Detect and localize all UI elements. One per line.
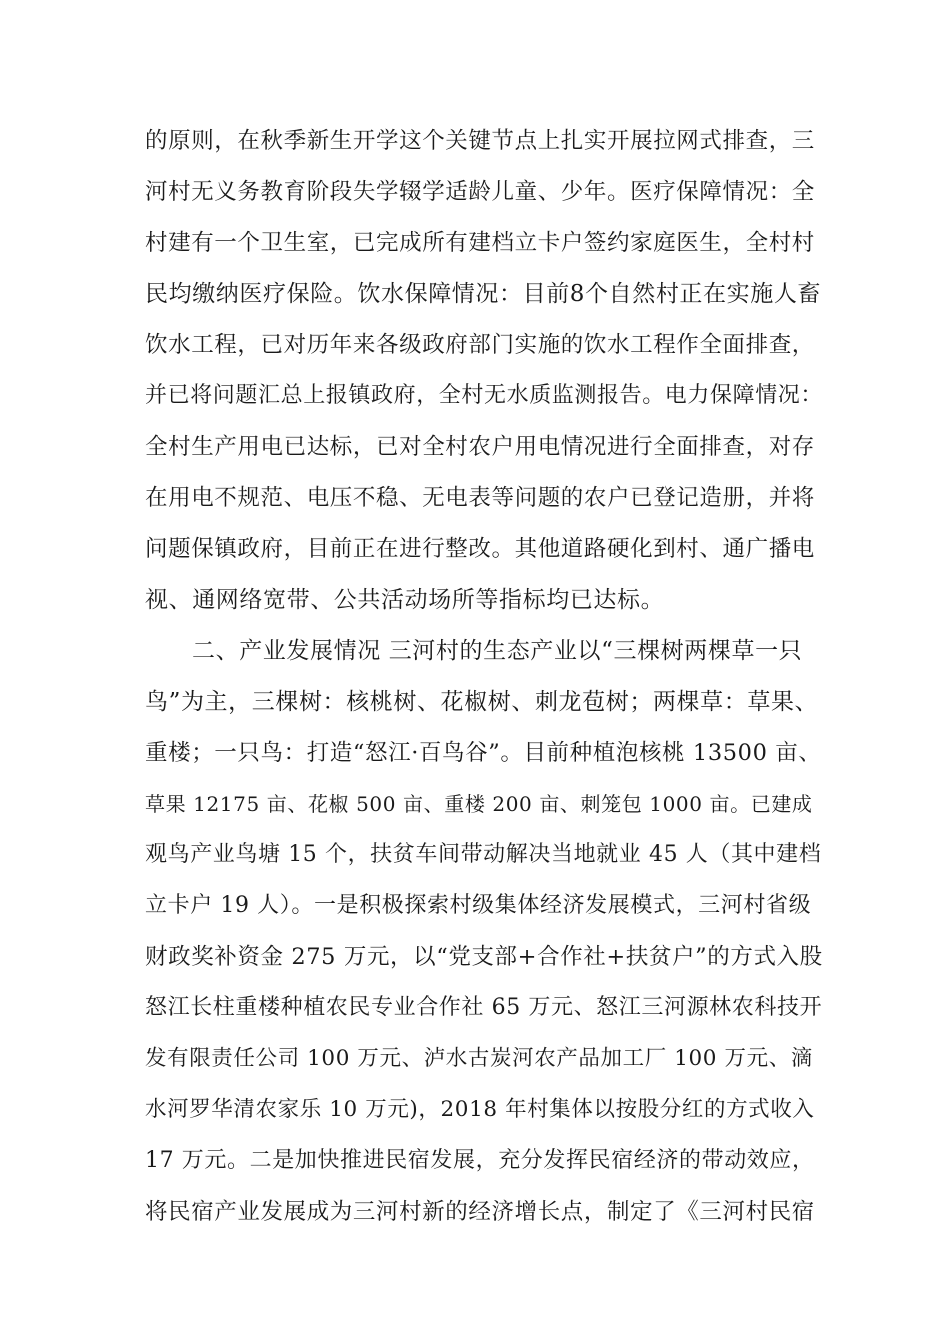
text-line: 的原则，在秋季新生开学这个关键节点上扎实开展拉网式排查，三 xyxy=(145,128,815,154)
text-line: 发有限责任公司 100 万元、泸水古炭河农产品加工厂 100 万元、滴 xyxy=(145,1046,813,1071)
text-line: 草果 12175 亩、花椒 500 亩、重楼 200 亩、刺笼包 1000 亩。已建成 xyxy=(145,792,813,816)
text-line: 观鸟产业鸟塘 15 个，扶贫车间带动解决当地就业 45 人（其中建档 xyxy=(145,842,822,867)
text-line: 17 万元。二是加快推进民宿发展，充分发挥民宿经济的带动效应， xyxy=(145,1148,815,1173)
text-line: 水河罗华清农家乐 10 万元)，2018 年村集体以按股分红的方式收入 xyxy=(145,1097,815,1122)
text-line: 问题保镇政府，目前正在进行整改。其他道路硬化到村、通广播电 xyxy=(145,536,815,562)
text-line: 并已将问题汇总上报镇政府，全村无水质监测报告。电力保障情况： xyxy=(145,383,824,408)
text-line: 立卡户 19 人）。一是积极探索村级集体经济发展模式，三河村省级 xyxy=(145,893,812,918)
text-line: 全村生产用电已达标，已对全村农户用电情况进行全面排查，对存 xyxy=(145,434,815,460)
text-line: 重楼；一只鸟：打造“怒江·百鸟谷”。目前种植泡核桃 13500 亩、 xyxy=(145,740,822,766)
text-line: 民均缴纳医疗保险。饮水保障情况：目前8个自然村正在实施人畜 xyxy=(145,281,822,307)
text-line: 饮水工程，已对历年来各级政府部门实施的饮水工程作全面排查， xyxy=(145,332,815,358)
text-line: 视、通网络宽带、公共活动场所等指标均已达标。 xyxy=(145,587,665,613)
text-line: 财政奖补资金 275 万元，以“党支部+合作社+扶贫户”的方式入股 xyxy=(145,944,823,970)
text-line: 河村无义务教育阶段失学辍学适龄儿童、少年。医疗保障情况：全 xyxy=(145,179,815,205)
text-line: 在用电不规范、电压不稳、无电表等问题的农户已登记造册，并将 xyxy=(145,485,815,511)
text-line: 鸟”为主，三棵树：核桃树、花椒树、刺龙苞树；两棵草：草果、 xyxy=(145,689,819,715)
text-line: 将民宿产业发展成为三河村新的经济增长点，制定了《三河村民宿 xyxy=(145,1199,815,1225)
text-line: 怒江长柱重楼种植农民专业合作社 65 万元、怒江三河源林农科技开 xyxy=(145,995,823,1020)
section-heading-line: 二、产业发展情况 三河村的生态产业以“三棵树两棵草一只 xyxy=(192,638,803,664)
text-line: 村建有一个卫生室，已完成所有建档立卡户签约家庭医生，全村村 xyxy=(145,230,815,256)
